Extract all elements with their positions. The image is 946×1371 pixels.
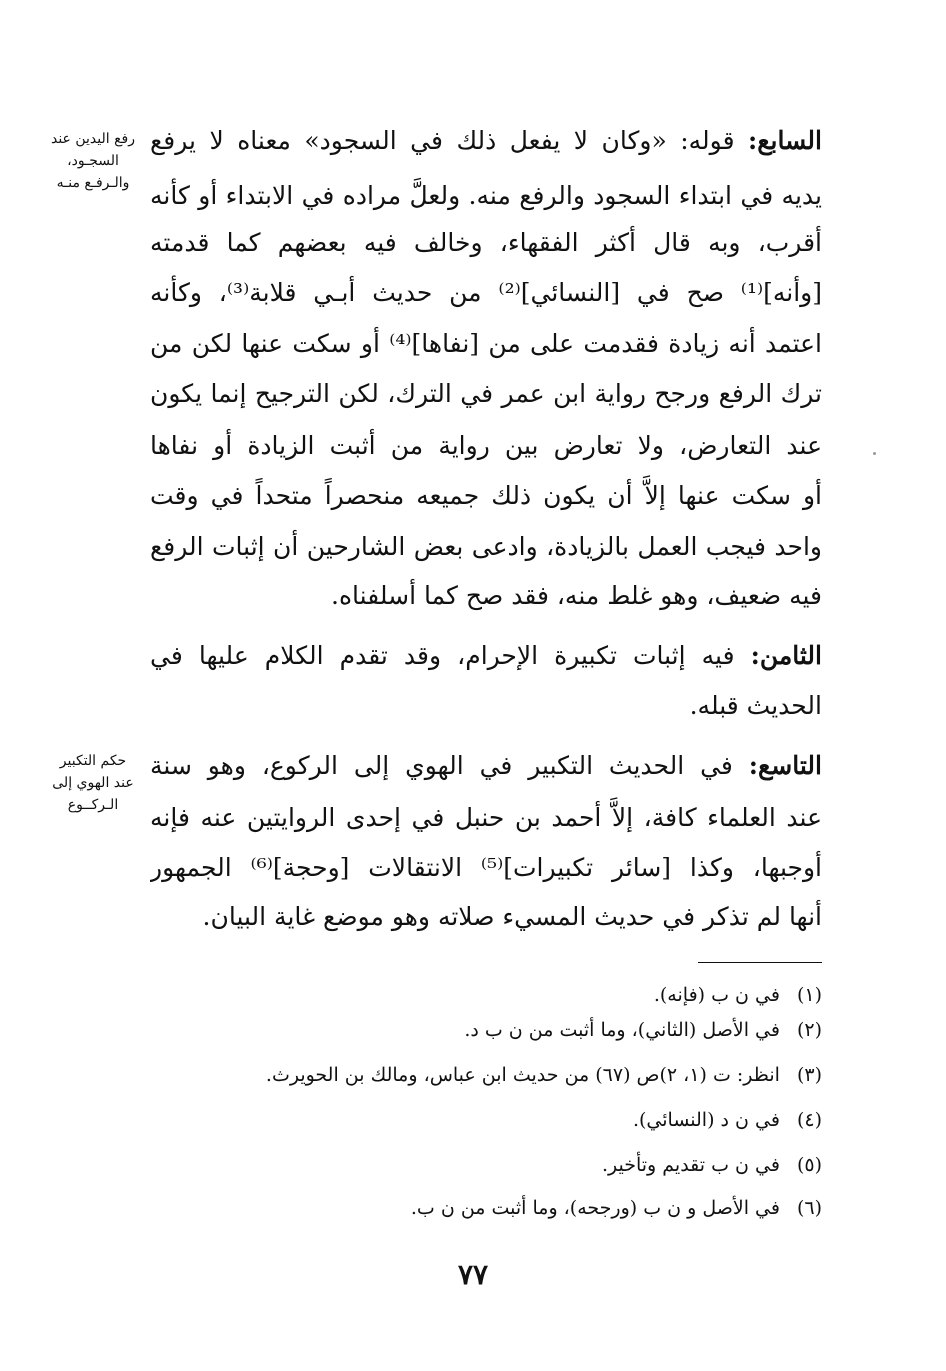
paragraph-seventh-line (150, 115, 822, 167)
paragraph-line: اعتمد أنه زيادة فقدمت على من [نفاها]⁽⁴⁾ أو سكت عنها لكن من (150, 329, 822, 358)
footnote-text: في ن د (النسائي). (632, 1109, 780, 1131)
side-note-raising-hands (40, 128, 146, 194)
footnote (150, 1150, 822, 1180)
footnote-number: (١) (796, 984, 822, 1006)
side-note-takbir-ruling (40, 750, 146, 816)
footnote-number: (٦) (796, 1197, 822, 1219)
line-text: في الحديث التكبير في الهوي إلى الركوع، وهو سنة (150, 751, 733, 780)
footnote-number: (٥) (796, 1154, 822, 1176)
paragraph-label: الثامن: (750, 641, 822, 670)
paragraph-line: أقرب، وبه قال أكثر الفقهاء، وخالف فيه بعضهم كما قدمته (150, 228, 822, 257)
footnote-text: انظر: ت (١، ٢)ص (٦٧) من حديث ابن عباس، ومالك بن الحويرث. (265, 1064, 780, 1086)
paragraph-line: واحد فيجب العمل بالزيادة، وادعى بعض الشارحين أن إثبات الرفع (150, 532, 822, 561)
footnote-number: (٢) (796, 1019, 822, 1041)
footnote-text: في ن ب (فإنه). (653, 984, 780, 1006)
paragraph-line: أوجبها، وكذا [سائر تكبيرات]⁽⁵⁾ الانتقالات [وحجة]⁽⁶⁾ الجمهور (150, 853, 822, 882)
footnote-number: (٤) (796, 1109, 822, 1131)
paragraph-line: أنها لم تذكر في حديث المسيء صلاته وهو موضع غاية البيان. (202, 902, 822, 931)
paragraph-line: عند العلماء كافة، إلاَّ أحمد بن حنبل في إحدى الروايتين عنه فإنه (150, 803, 822, 832)
paragraph-line: [وأنه]⁽¹⁾ صح في [النسائي]⁽²⁾ من حديث أبـي قلابة⁽³⁾، وكأنه (150, 278, 822, 307)
line-text: قوله: «وكان لا يفعل ذلك في السجود» معناه لا يرفع (150, 126, 735, 155)
footnote (150, 1193, 822, 1223)
paragraph-ninth-line (150, 740, 822, 792)
paragraph-label: التاسع: (748, 751, 822, 780)
scan-speck (873, 452, 876, 455)
paragraph-label: السابع: (748, 126, 822, 155)
side-note-line: الـركــوع (67, 797, 119, 813)
footnote-text: في الأصل (الثاني)، وما أثبت من ن ب د. (464, 1019, 780, 1041)
side-note-line: عند الهوي إلى (52, 775, 134, 791)
side-note-line: السجـود، (67, 153, 119, 169)
paragraph-line: أو سكت عنها إلاَّ أن يكون ذلك جميعه منحصراً متحداً في وقت (150, 481, 822, 510)
footnote (150, 1060, 822, 1090)
paragraph-line: الحديث قبله. (689, 691, 822, 720)
footnote-text: في ن ب تقديم وتأخير. (601, 1154, 780, 1176)
footnote-text: في الأصل و ن ب (ورجحه)، وما أثبت من ن ب. (410, 1197, 780, 1219)
side-note-line: حكم التكبير (59, 753, 127, 769)
footnote (150, 980, 822, 1010)
paragraph-line: يديه في ابتداء السجود والرفع منه. ولعلَّ مراده في الابتداء أو كأنه (150, 181, 822, 210)
paragraph-line: عند التعارض، ولا تعارض بين رواية من أثبت الزيادة أو نفاها (150, 431, 822, 460)
footnote-separator (698, 962, 822, 963)
page-number: ٧٧ (457, 1258, 489, 1291)
footnote-number: (٣) (796, 1064, 822, 1086)
paragraph-line: ترك الرفع ورجح رواية ابن عمر في الترك، لكن الترجيح إنما يكون (150, 379, 822, 408)
side-note-line: والـرفـع منـه (56, 175, 130, 191)
side-note-line: رفع اليدين عند (50, 131, 135, 147)
paragraph-eighth-line (150, 630, 822, 682)
paragraph-line: فيه ضعيف، وهو غلط منه، فقد صح كما أسلفناه. (331, 581, 822, 610)
footnote (150, 1015, 822, 1045)
footnote (150, 1105, 822, 1135)
line-text: فيه إثبات تكبيرة الإحرام، وقد تقدم الكلام عليها في (150, 641, 735, 670)
